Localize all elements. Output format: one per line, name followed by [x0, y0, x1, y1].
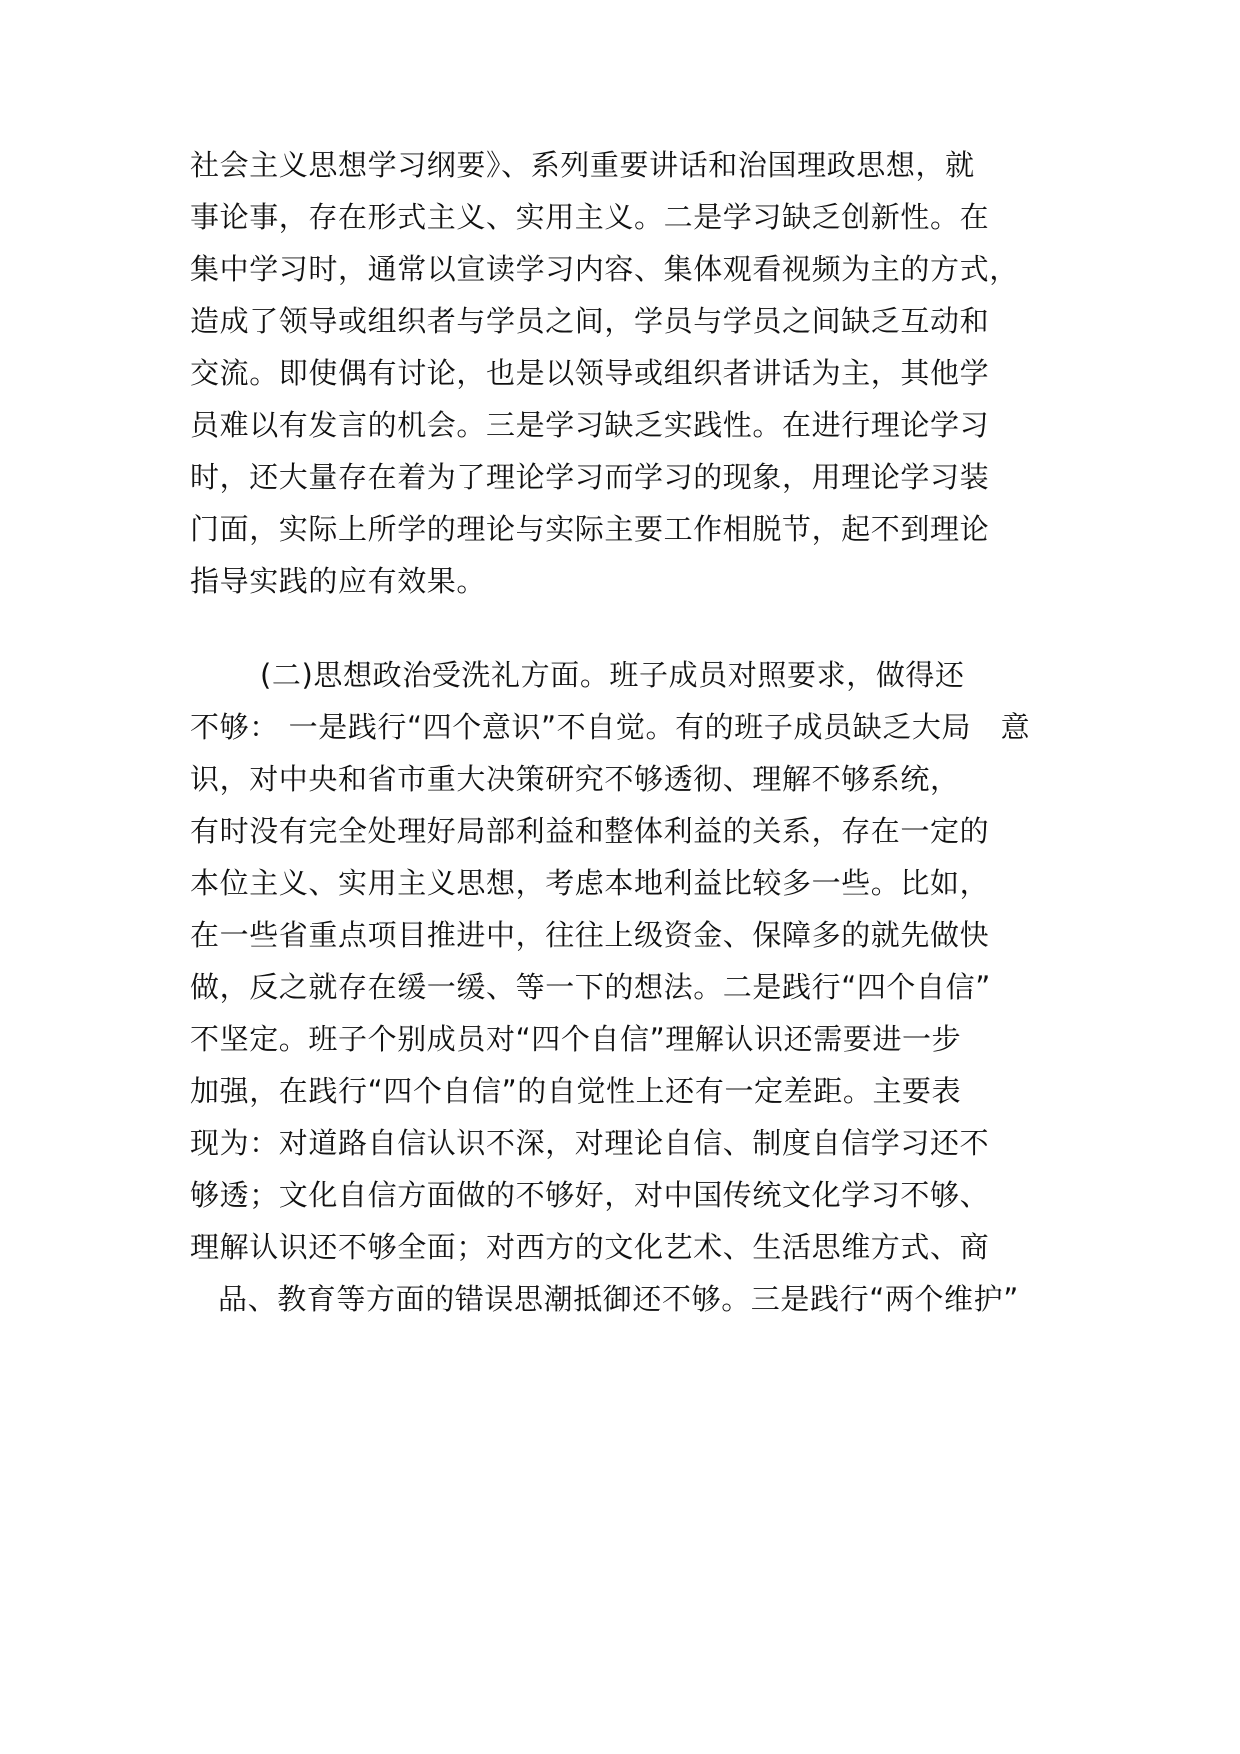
paragraph-line: 理解认识还不够全面；对西方的文化艺术、生活思维方式、商 — [190, 1230, 990, 1264]
paragraph-line: (二)思想政治受洗礼方面。班子成员对照要求，做得还 — [260, 658, 965, 692]
paragraph-line: 时，还大量存在着为了理论学习而学习的现象，用理论学习装 — [190, 460, 990, 494]
paragraph-line: 集中学习时，通常以宣读学习内容、集体观看视频为主的方式， — [190, 252, 1019, 286]
paragraph-line: 不坚定。班子个别成员对“四个自信”理解认识还需要进一步 — [190, 1022, 962, 1056]
paragraph-line: 本位主义、实用主义思想，考虑本地利益比较多一些。比如， — [190, 866, 990, 900]
paragraph-line: 社会主义思想学习纲要》、系列重要讲话和治国理政思想，就 — [190, 148, 975, 182]
paragraph-line: 现为：对道路自信认识不深，对理论自信、制度自信学习还不 — [190, 1126, 990, 1160]
paragraph-line: 品、教育等方面的错误思潮抵御还不够。三是践行“两个维护” — [218, 1282, 1019, 1316]
paragraph-line: 够透；文化自信方面做的不够好，对中国传统文化学习不够、 — [190, 1178, 990, 1212]
paragraph-line: 员难以有发言的机会。三是学习缺乏实践性。在进行理论学习 — [190, 408, 990, 442]
paragraph-line: 指导实践的应有效果。 — [190, 564, 487, 598]
paragraph-line: 交流。即使偶有讨论，也是以领导或组织者讲话为主，其他学 — [190, 356, 990, 390]
paragraph-line: 加强，在践行“四个自信”的自觉性上还有一定差距。主要表 — [190, 1074, 962, 1108]
paragraph-line: 识，对中央和省市重大决策研究不够透彻、理解不够系统， — [190, 762, 960, 796]
paragraph-line: 在一些省重点项目推进中，往往上级资金、保障多的就先做快 — [190, 918, 990, 952]
paragraph-line: 事论事，存在形式主义、实用主义。二是学习缺乏创新性。在 — [190, 200, 990, 234]
paragraph-line: 有时没有完全处理好局部利益和整体利益的关系，存在一定的 — [190, 814, 990, 848]
paragraph-line: 做，反之就存在缓一缓、等一下的想法。二是践行“四个自信” — [190, 970, 991, 1004]
paragraph-line: 不够： 一是践行“四个意识”不自觉。有的班子成员缺乏大局 意 — [190, 710, 1031, 744]
paragraph-line: 造成了领导或组织者与学员之间，学员与学员之间缺乏互动和 — [190, 304, 990, 338]
paragraph-line: 门面，实际上所学的理论与实际主要工作相脱节，起不到理论 — [190, 512, 990, 546]
